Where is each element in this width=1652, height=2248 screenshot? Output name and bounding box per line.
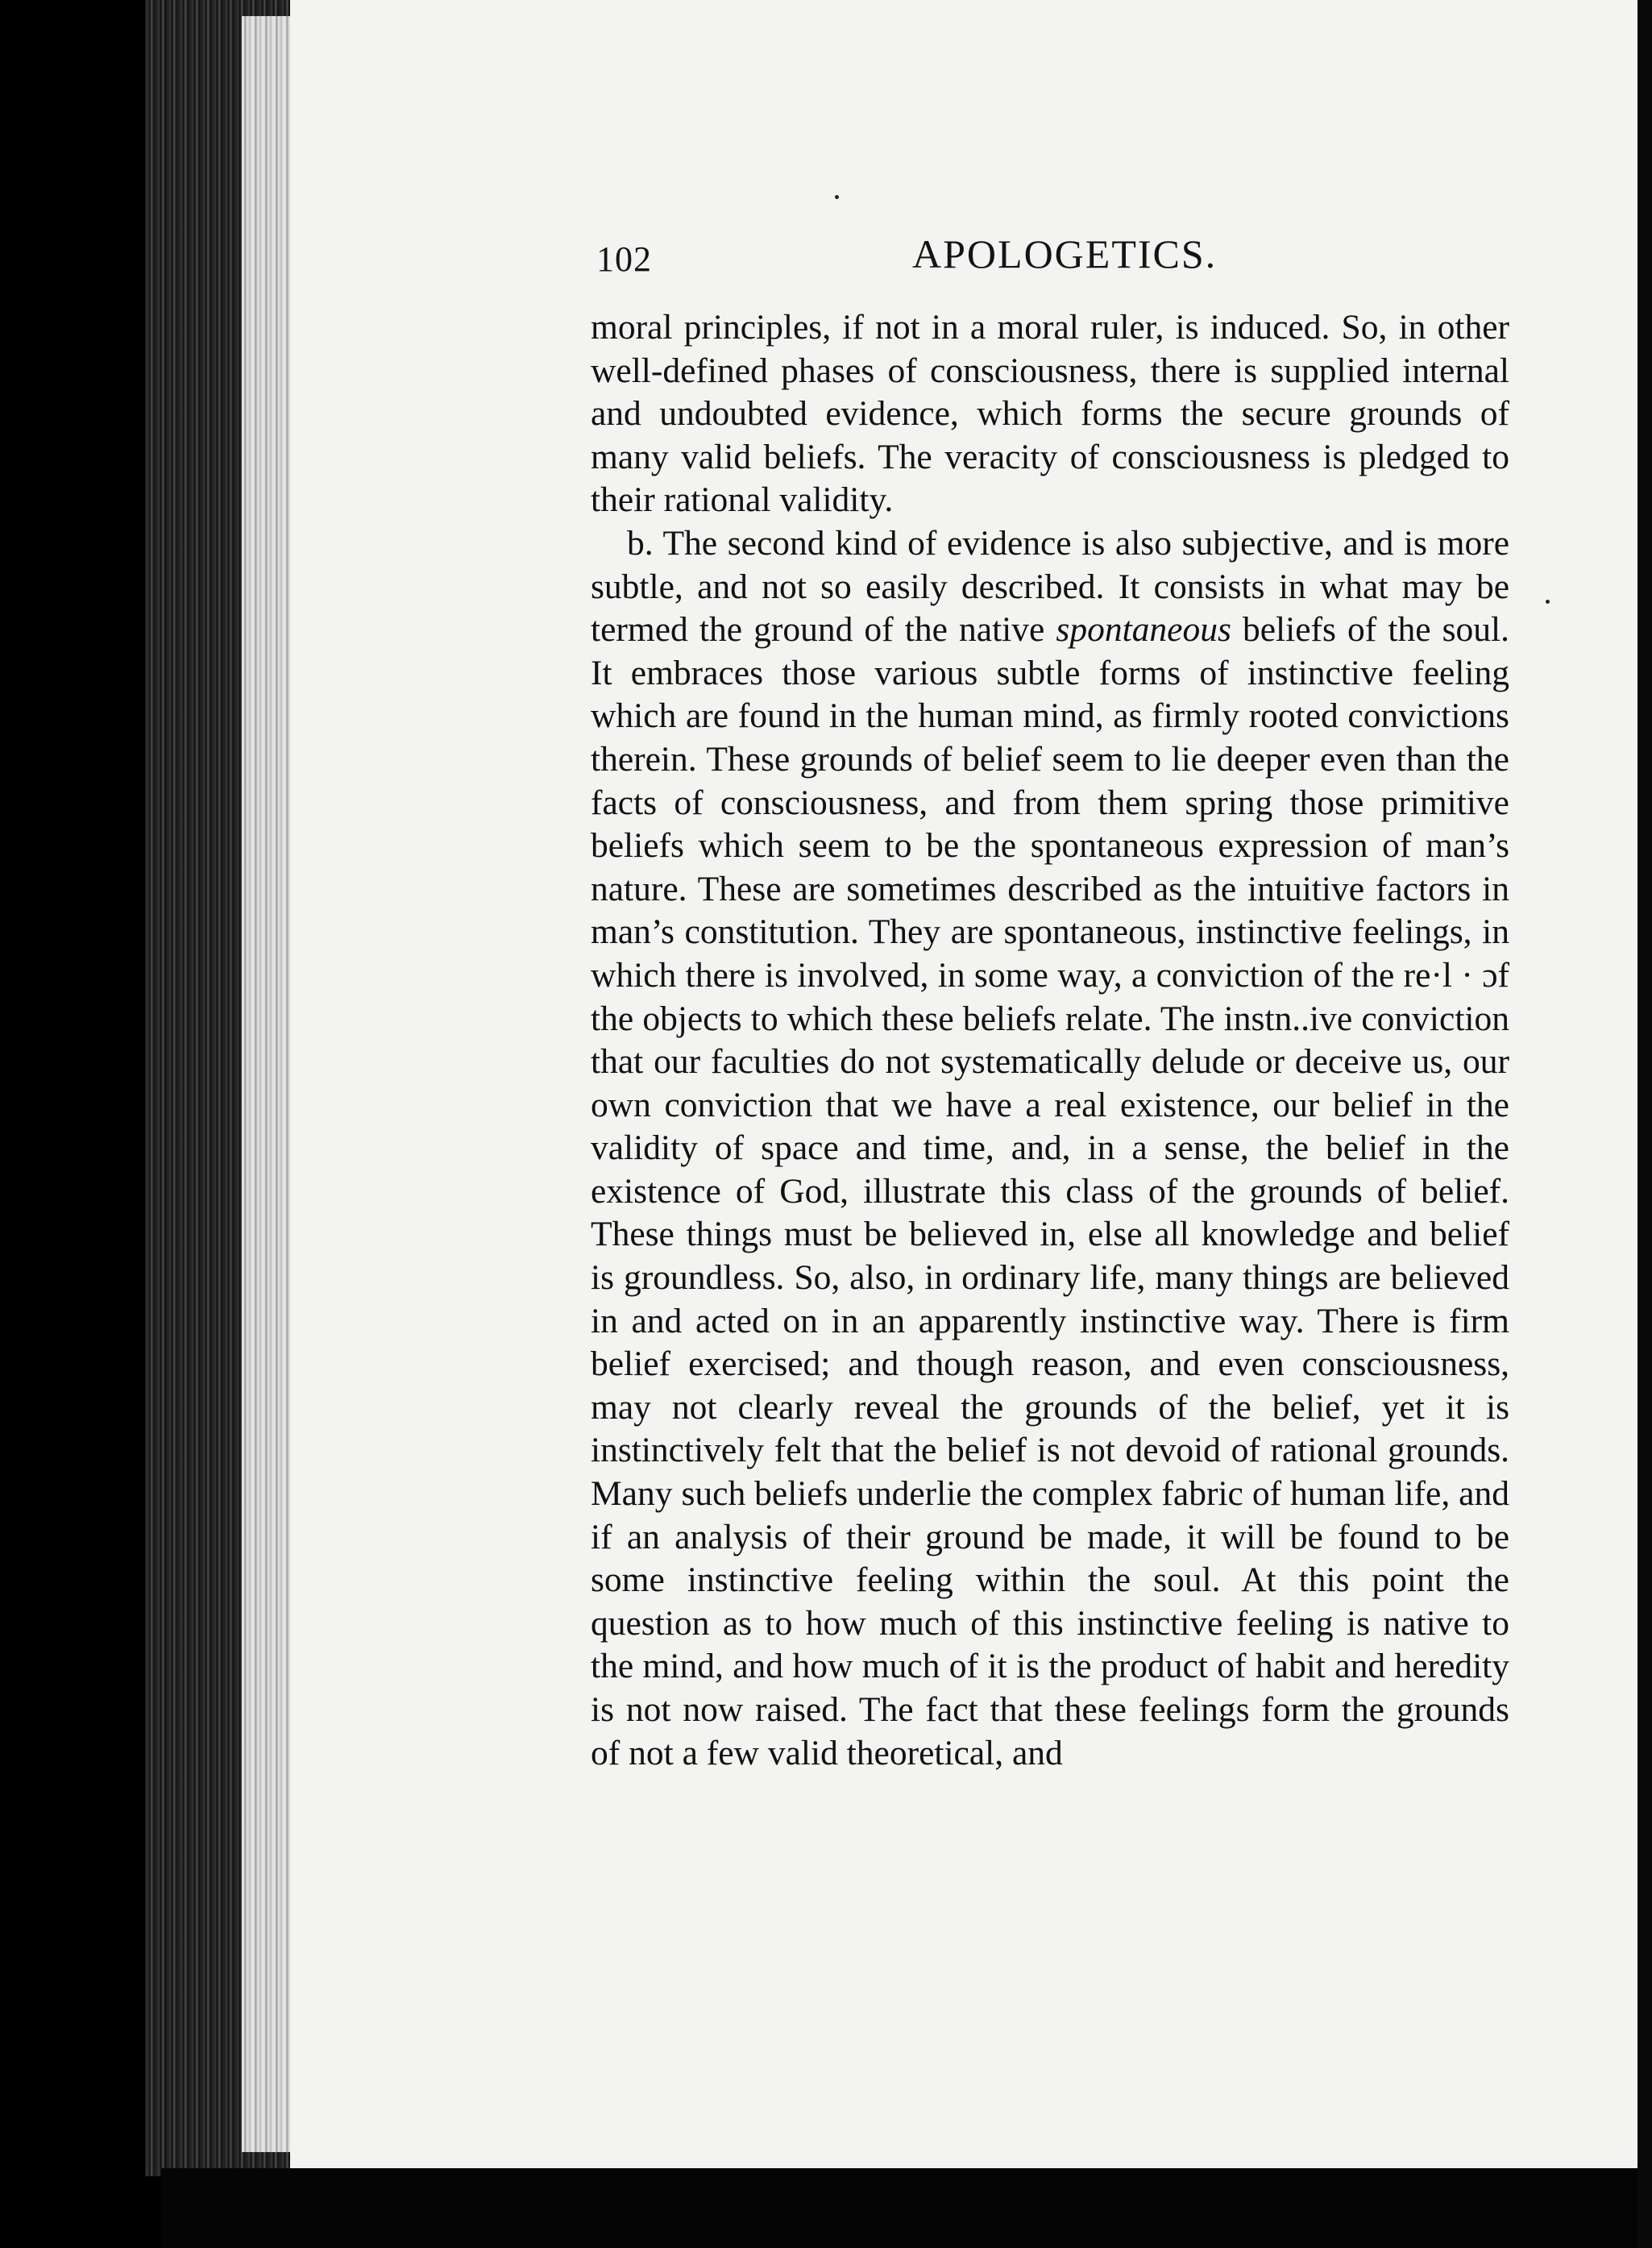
running-head: APOLOGETICS.	[912, 231, 1218, 276]
page-header	[596, 231, 1507, 287]
ink-speck	[1546, 600, 1550, 604]
italic-term: spontaneous	[1056, 610, 1231, 650]
paragraph-2	[591, 522, 1509, 1775]
paragraph-2-text-rest: beliefs of the soul. It embraces those various subtle forms of instinctive feeling which are found in the human mind, as firmly rooted convictions therein. These grounds of belief seem to lie deeper even than the facts of consciousness, and from them spring those primitive beliefs which seem to be the spontaneous expression of man’s nature. These are sometimes described as the intuitive factors in man’s constitution. They are spontaneous, instinctive feelings, in which there is involved, in some way, a conviction of the re·l · ɔf the objects to which these beliefs relate. The instn..ive conviction that our faculties do not systematically delude or deceive us, our own conviction that we have a real existence, our belief in the validity of space and time, and, in a sense, the belief in the existence of God, illustrate this class of the grounds of belief. These things must be believed in, else all knowledge and belief is groundless. So, also, in ordinary life, many things are believed in and acted on in an apparently instinctive way. There is firm belief exercised; and though reason, and even consciousness, may not clearly reveal the grounds of the belief, yet it is instinctively felt that the belief is not devoid of rational grounds. Many such beliefs underlie the complex fabric of human life, and if an analysis of their ground be made, it will be found to be some instinctive feeling within the soul. At this point the question as to how much of this instinctive feeling is native to the mind, and how much of it is the product of habit and heredity is not now raised. The fact that these feelings form the grounds of not a few valid theoretical, and	[591, 610, 1509, 1772]
paragraph-2-text-start: b. The second kind of evidence is also subjective, and is more subtle, and not so easily described. It consists in what may be termed the ground of the native	[591, 523, 1509, 650]
right-shadow	[1637, 0, 1652, 2248]
bottom-shadow	[161, 2168, 1652, 2248]
ink-speck	[835, 195, 839, 199]
page-number: 102	[596, 239, 652, 279]
body-text	[591, 306, 1509, 1775]
paragraph-1: moral principles, if not in a moral ruler, is induced. So, in other well-defined phases of consciousness, there is supplied internal and undoubted evidence, which forms the secure grounds of many valid beliefs. The veracity of consciousness is pledged to their rational validity.	[591, 308, 1509, 520]
